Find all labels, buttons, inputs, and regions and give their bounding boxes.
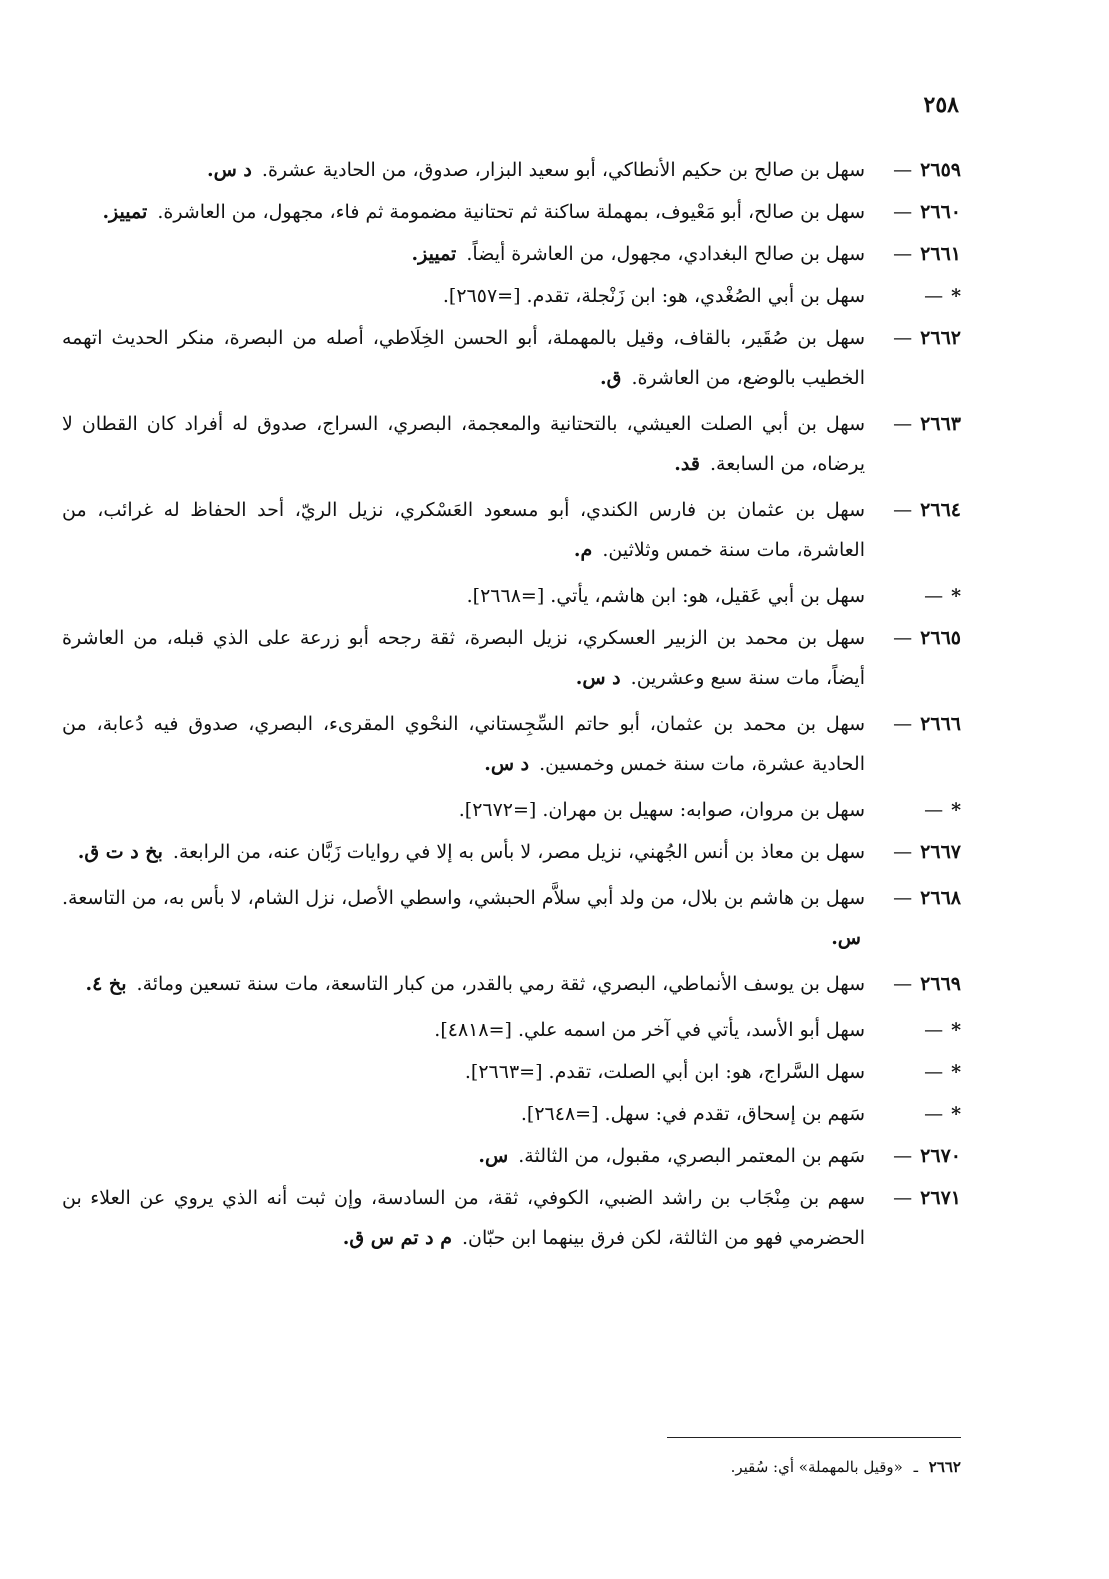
footnote-text: «وقيل بالمهملة» أي: سُقير. [730, 1458, 903, 1476]
entry-dash: — [893, 1187, 913, 1209]
entry-row [62, 1010, 961, 1050]
entry-row [62, 832, 961, 872]
entry-dash: — [924, 799, 944, 821]
entry-body: سهل السَّراج، هو: ابن أبي الصلت، تقدم. [=٢٦٦٣]. [464, 1061, 865, 1083]
entry-row [62, 576, 961, 616]
entry-dash: — [893, 713, 913, 735]
entry-row [62, 318, 961, 398]
entry-codes: تمييز. [102, 201, 148, 223]
entry-row [62, 192, 961, 232]
entry-marker [865, 1052, 961, 1092]
entry-text [62, 964, 961, 1004]
entry-number: * [951, 799, 961, 821]
entry-body: سهل بن صالح البغدادي، مجهول، من العاشرة أيضاً. [466, 243, 865, 265]
entry-number: ٢٦٦٤ [920, 499, 961, 521]
entry-text [62, 404, 961, 484]
entry-text [62, 576, 961, 616]
entry-body: سهل بن صالح، أبو مَعْيوف، بمهملة ساكنة ثم تحتانية مضمومة ثم فاء، مجهول، من العاشرة. [157, 201, 865, 223]
entry-text [62, 1094, 961, 1134]
footnote-number: ٢٦٦٢ [928, 1458, 961, 1476]
entry-text [62, 1010, 961, 1050]
footnote [731, 1455, 961, 1479]
entry-marker [865, 576, 961, 616]
entry-body: سَهم بن إسحاق، تقدم في: سهل. [=٢٦٤٨]. [520, 1103, 865, 1125]
entry-codes: م د تم س ق. [342, 1227, 452, 1249]
entry-marker [865, 276, 961, 316]
entry-marker [865, 192, 961, 232]
entry-dash: — [893, 499, 913, 521]
entry-text [62, 490, 961, 570]
entry-number: ٢٦٦٨ [920, 887, 961, 909]
entry-row [62, 1136, 961, 1176]
entry-body: سهل بن معاذ بن أنس الجُهني، نزيل مصر، لا بأس به إلا في روايات زَبَّان عنه، من الرابعة. [172, 841, 865, 863]
entry-dash: — [893, 413, 913, 435]
entry-dash: — [893, 1145, 913, 1167]
entry-body: سهل بن صالح بن حكيم الأنطاكي، أبو سعيد البزار، صدوق، من الحادية عشرة. [261, 159, 865, 181]
entry-marker [865, 404, 961, 444]
entry-marker [865, 1010, 961, 1050]
entry-number: * [951, 1061, 961, 1083]
entry-number: * [951, 1103, 961, 1125]
entry-body: سَهم بن المعتمر البصري، مقبول، من الثالثة. [518, 1145, 865, 1167]
entry-text [62, 1178, 961, 1258]
entry-row [62, 1094, 961, 1134]
entry-number: * [951, 285, 961, 307]
entry-number: ٢٦٦٠ [920, 201, 961, 223]
entry-text [62, 192, 961, 232]
entry-marker [865, 318, 961, 358]
entry-body: سهل بن هاشم بن بلال، من ولد أبي سلاَّم الحبشي، واسطي الأصل، نزل الشام، لا بأس به، من التاسعة. [62, 887, 865, 909]
entry-body: سهل بن صُقَير، بالقاف، وقيل بالمهملة، أبو الحسن الخِلَاطي، أصله من البصرة، منكر الحديث اتهمه الخطيب بالوضع، من العاشرة. [62, 327, 865, 389]
entry-marker [865, 704, 961, 744]
entry-dash: — [893, 841, 913, 863]
entry-codes: تمييز. [411, 243, 457, 265]
entry-dash: — [924, 285, 944, 307]
entry-body: سهل بن مروان، صوابه: سهيل بن مهران. [=٢٦٧٢]. [458, 799, 865, 821]
entry-number: ٢٦٦٧ [920, 841, 961, 863]
page-number: ٢٥٨ [923, 92, 959, 118]
entry-row [62, 234, 961, 274]
entry-row [62, 964, 961, 1004]
entry-text [62, 618, 961, 698]
footnote-dash: ـ [913, 1458, 918, 1476]
entry-row [62, 1178, 961, 1258]
entry-row [62, 790, 961, 830]
entry-codes: م. [573, 539, 593, 561]
entry-codes: بخ د ت ق. [77, 841, 163, 863]
entry-marker [865, 878, 961, 918]
entry-dash: — [893, 627, 913, 649]
entry-text [62, 276, 961, 316]
entry-codes: بخ ٤. [85, 973, 127, 995]
entry-text [62, 1052, 961, 1092]
entry-dash: — [893, 201, 913, 223]
entry-row [62, 1052, 961, 1092]
entry-number: ٢٦٧٠ [920, 1145, 961, 1167]
entry-text [62, 150, 961, 190]
entry-row [62, 878, 961, 958]
entry-body: سهل بن أبي الصلت العيشي، بالتحتانية والمعجمة، البصري، السراج، صدوق له أفراد كان القطان لا يرضاه، من السابعة. [62, 413, 865, 475]
entry-marker [865, 790, 961, 830]
entry-codes: د س. [206, 159, 252, 181]
entry-number: ٢٦٦٢ [920, 327, 961, 349]
entry-row [62, 618, 961, 698]
entry-marker [865, 1136, 961, 1176]
entry-marker [865, 832, 961, 872]
entry-number: ٢٦٦١ [920, 243, 961, 265]
entry-dash: — [893, 327, 913, 349]
entry-row [62, 704, 961, 784]
entry-dash: — [924, 1019, 944, 1041]
entry-text [62, 1136, 961, 1176]
entry-marker [865, 150, 961, 190]
entry-text [62, 878, 961, 958]
entry-codes: قد. [674, 453, 700, 475]
entry-marker [865, 234, 961, 274]
footnote-divider [667, 1437, 961, 1438]
entry-marker [865, 490, 961, 530]
entry-body: سهل بن عثمان بن فارس الكندي، أبو مسعود العَسْكري، نزيل الريّ، أحد الحفاظ له غرائب، من العاشرة، مات سنة خمس وثلاثين. [62, 499, 865, 561]
entry-body: سهل بن يوسف الأنماطي، البصري، ثقة رمي بالقدر، من كبار التاسعة، مات سنة تسعين ومائة. [136, 973, 865, 995]
entry-marker [865, 964, 961, 1004]
entry-number: ٢٦٥٩ [920, 159, 961, 181]
entry-body: سهل بن أبي الصُغْدي، هو: ابن زَنْجلة، تقدم. [=٢٦٥٧]. [442, 285, 865, 307]
entry-dash: — [924, 585, 944, 607]
entry-number: ٢٦٦٦ [920, 713, 961, 735]
entry-codes: س. [831, 927, 861, 949]
entry-dash: — [893, 243, 913, 265]
entry-number: ٢٦٦٥ [920, 627, 961, 649]
entry-row [62, 404, 961, 484]
entry-text [62, 318, 961, 398]
entry-codes: د س. [575, 667, 621, 689]
entry-marker [865, 1094, 961, 1134]
entry-body: سهل أبو الأسد، يأتي في آخر من اسمه علي. [=٤٨١٨]. [434, 1019, 865, 1041]
entry-body: سهل بن محمد بن عثمان، أبو حاتم السِّجِستاني، النحْوي المقرىء، البصري، صدوق فيه دُعابة، من الحادية عشرة، مات سنة خمس وخمسين. [62, 713, 865, 775]
entry-dash: — [893, 887, 913, 909]
entry-dash: — [924, 1103, 944, 1125]
entry-number: * [951, 585, 961, 607]
entry-codes: ق. [600, 367, 622, 389]
entry-codes: س. [478, 1145, 509, 1167]
entry-dash: — [924, 1061, 944, 1083]
entry-dash: — [893, 159, 913, 181]
entry-body: سهل بن أبي عَقيل، هو: ابن هاشم، يأتي. [=٢٦٦٨]. [466, 585, 865, 607]
entry-dash: — [893, 973, 913, 995]
entry-marker [865, 1178, 961, 1218]
entry-number: ٢٦٦٣ [920, 413, 961, 435]
entry-number: * [951, 1019, 961, 1041]
entry-row [62, 490, 961, 570]
entry-row [62, 150, 961, 190]
entry-number: ٢٦٧١ [920, 1187, 961, 1209]
entry-text [62, 234, 961, 274]
entry-text [62, 704, 961, 784]
entry-text [62, 832, 961, 872]
entry-body: سهل بن محمد بن الزبير العسكري، نزيل البصرة، ثقة رجحه أبو زرعة على الذي قبله، من العاشرة أيضاً، مات سنة سبع وعشرين. [62, 627, 865, 689]
entries-list [62, 150, 961, 1264]
entry-codes: د س. [484, 753, 530, 775]
entry-row [62, 276, 961, 316]
entry-text [62, 790, 961, 830]
entry-marker [865, 618, 961, 658]
entry-body: سهم بن مِنْجَاب بن راشد الضبي، الكوفي، ثقة، من السادسة، وإن ثبت أنه الذي يروي عن العلاء بن الحضرمي فهو من الثالثة، لكن فرق بينهما ابن حبّان. [62, 1187, 865, 1249]
entry-number: ٢٦٦٩ [920, 973, 961, 995]
